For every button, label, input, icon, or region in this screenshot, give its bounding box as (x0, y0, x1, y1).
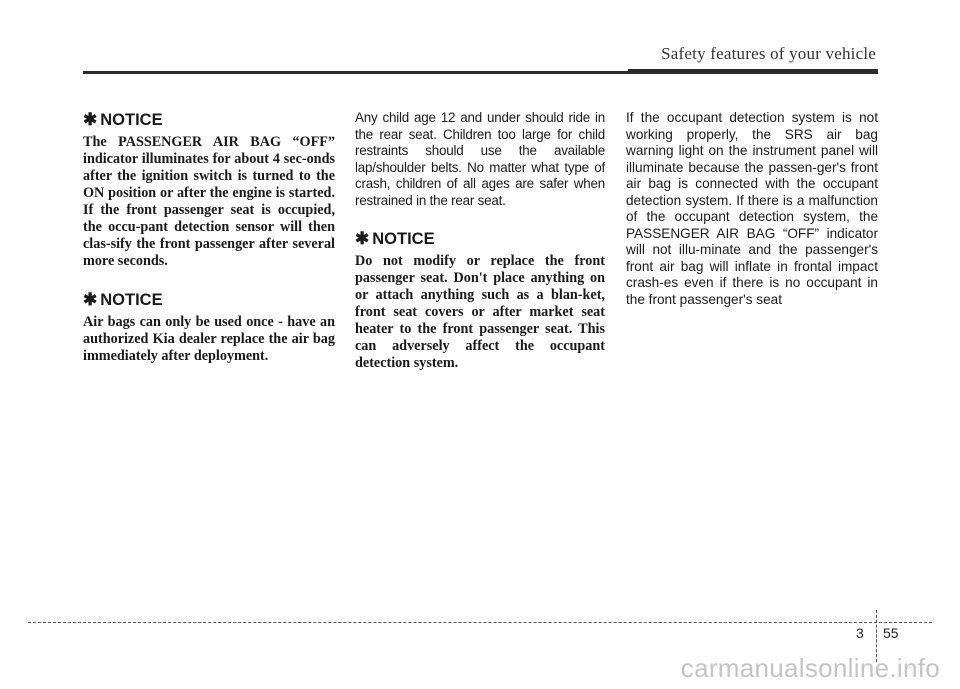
asterisk-icon: ✱ (83, 290, 98, 309)
notice-heading (83, 110, 335, 130)
asterisk-icon: ✱ (83, 110, 98, 129)
notice-text: Air bags can only be used once - have an authorized Kia dealer replace the air bag immediately after deployment. (83, 314, 335, 364)
notice-text: Do not modify or replace the front passenger seat. Don't place anything on or attach anything such as a blan-ket, front seat covers or after market seat heater to the front passenger seat. This can adversely affect the occupant detection system. (355, 253, 605, 371)
section-title: Safety features of your vehicle (661, 44, 876, 63)
header-rule (83, 71, 878, 74)
asterisk-icon: ✱ (355, 229, 370, 248)
chapter-number: 3 (856, 625, 864, 641)
notice-heading-label: NOTICE (100, 110, 163, 129)
notice-heading-label: NOTICE (100, 290, 163, 309)
column-middle (355, 110, 605, 392)
notice-heading (355, 229, 605, 249)
body-paragraph: Any child age 12 and under should ride in the rear seat. Children too large for child restraints should use the available lap/shoulder belts. No matter what type of crash, children of all ages are safer when restrained in the rear seat. (355, 110, 605, 208)
column-right (626, 110, 878, 328)
notice-heading-label: NOTICE (372, 229, 435, 248)
notice-text: The PASSENGER AIR BAG “OFF” indicator illuminates for about 4 sec-onds after the ignition switch is turned to the ON position or after the engine is started. If the front passenger seat is occupied, the occu-pant detection sensor will then clas-sify the front passenger after several more seconds. (83, 134, 335, 269)
footer-divider (28, 622, 932, 623)
page-number: 55 (883, 625, 899, 641)
column-left (83, 110, 335, 385)
notice-heading (83, 290, 335, 310)
body-paragraph: If the occupant detection system is not working properly, the SRS air bag warning light on the instrument panel will illuminate because the passen-ger's front air bag is connected with the occupant detection system. If there is a malfunction of the occupant detection system, the PASSENGER AIR BAG “OFF” indicator will not illu-minate and the passenger's front air bag will inflate in frontal impact crash-es even if there is no occupant in the front passenger's seat (626, 110, 878, 307)
watermark: carmanualsonline.info (680, 653, 940, 683)
